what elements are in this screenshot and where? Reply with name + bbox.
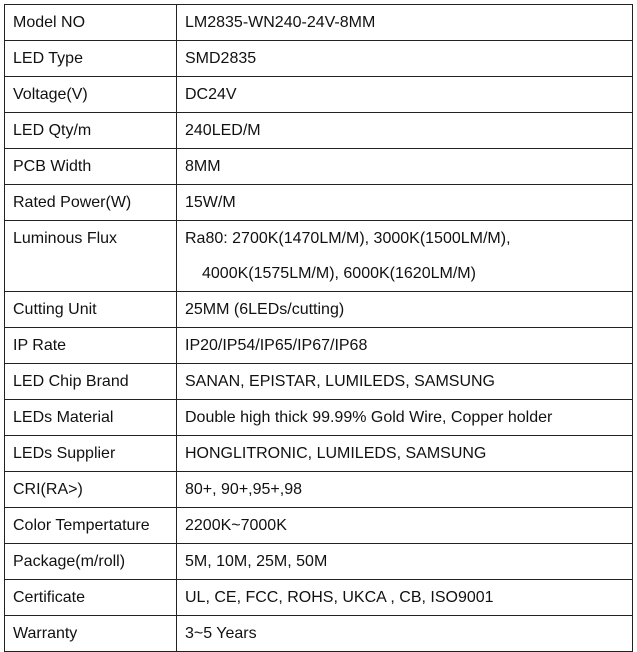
spec-value-line-2: 4000K(1575LM/M), 6000K(1620LM/M) [202,265,476,282]
spec-label: Color Tempertature [5,508,177,544]
table-row [5,436,633,472]
spec-label: LED Type [5,41,177,77]
spec-value [177,221,633,292]
spec-value: 2200K~7000K [177,508,633,544]
table-row [5,149,633,185]
table-row [5,472,633,508]
spec-value: 3~5 Years [177,616,633,652]
spec-value: SMD2835 [177,41,633,77]
table-row [5,41,633,77]
spec-label: Certificate [5,580,177,616]
spec-value: UL, CE, FCC, ROHS, UKCA , CB, ISO9001 [177,580,633,616]
spec-value: IP20/IP54/IP65/IP67/IP68 [177,328,633,364]
spec-value-line-1: Ra80: 2700K(1470LM/M), 3000K(1500LM/M), [185,230,511,247]
spec-value: 15W/M [177,185,633,221]
spec-label: PCB Width [5,149,177,185]
spec-label: LED Chip Brand [5,364,177,400]
table-row [5,544,633,580]
spec-label: IP Rate [5,328,177,364]
table-row [5,77,633,113]
spec-value: 8MM [177,149,633,185]
spec-label: Package(m/roll) [5,544,177,580]
spec-value: 80+, 90+,95+,98 [177,472,633,508]
table-row [5,221,633,292]
spec-value: 25MM (6LEDs/cutting) [177,292,633,328]
table-row [5,400,633,436]
spec-value: DC24V [177,77,633,113]
spec-value: HONGLITRONIC, LUMILEDS, SAMSUNG [177,436,633,472]
table-row [5,328,633,364]
table-row [5,113,633,149]
spec-label: LEDs Material [5,400,177,436]
spec-label: CRI(RA>) [5,472,177,508]
table-row [5,364,633,400]
spec-label: Warranty [5,616,177,652]
spec-value: 240LED/M [177,113,633,149]
table-row [5,616,633,652]
spec-table [4,4,633,652]
spec-label: Model NO [5,5,177,41]
table-row [5,185,633,221]
spec-label: Cutting Unit [5,292,177,328]
table-row [5,5,633,41]
spec-value: Double high thick 99.99% Gold Wire, Copper holder [177,400,633,436]
spec-label: LED Qty/m [5,113,177,149]
table-row [5,580,633,616]
spec-label: LEDs Supplier [5,436,177,472]
spec-label: Voltage(V) [5,77,177,113]
table-row [5,508,633,544]
spec-value: SANAN, EPISTAR, LUMILEDS, SAMSUNG [177,364,633,400]
spec-label: Rated Power(W) [5,185,177,221]
spec-value: 5M, 10M, 25M, 50M [177,544,633,580]
spec-label: Luminous Flux [5,221,177,292]
spec-value: LM2835-WN240-24V-8MM [177,5,633,41]
table-row [5,292,633,328]
